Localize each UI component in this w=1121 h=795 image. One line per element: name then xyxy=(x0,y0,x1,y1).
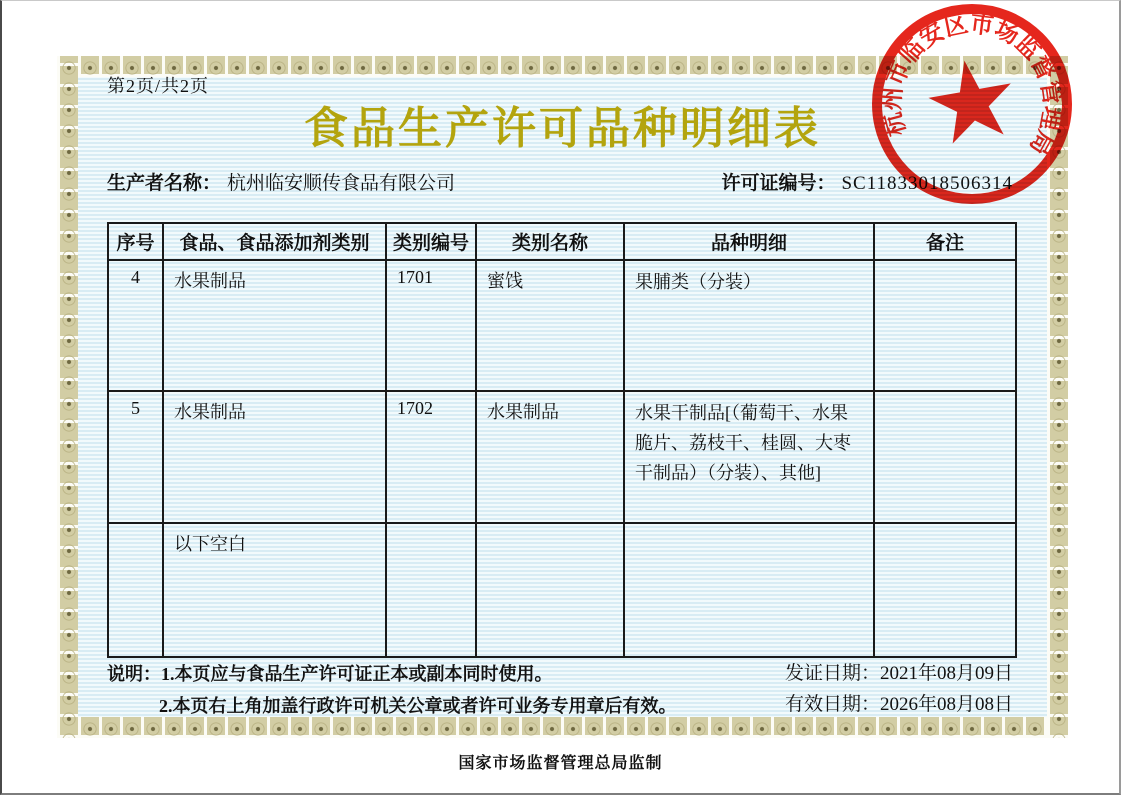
cell-seq: 4 xyxy=(108,260,163,391)
cell-name: 水果制品 xyxy=(476,391,624,523)
valid-date-label: 有效日期： xyxy=(784,694,880,715)
col-header-name: 类别名称 xyxy=(476,223,624,260)
producer-name: 杭州临安顺传食品有限公司 xyxy=(227,173,456,194)
red-star-icon xyxy=(923,53,1019,146)
col-header-code: 类别编号 xyxy=(386,223,476,260)
footer-issuer: 国家市场监督管理总局监制 xyxy=(458,755,663,772)
cell-code: 1702 xyxy=(386,391,476,523)
usage-notes xyxy=(107,658,677,722)
cell-remark xyxy=(874,260,1016,391)
cell-detail: 果脯类（分装） xyxy=(624,260,874,391)
cell-code: 1701 xyxy=(386,260,476,391)
cell-seq: 5 xyxy=(108,391,163,523)
document-title: 食品生产许可品种明细表 xyxy=(304,104,821,153)
col-header-category: 食品、食品添加剂类别 xyxy=(163,223,386,260)
cell-category: 水果制品 xyxy=(163,260,386,391)
table-row xyxy=(108,391,1016,523)
cell-remark xyxy=(874,523,1016,657)
cell-seq xyxy=(108,523,163,657)
cell-detail: 水果干制品[（葡萄干、水果脆片、荔枝干、桂圆、大枣干制品）（分装）、其他] xyxy=(624,391,874,523)
license-items-table xyxy=(107,222,1017,658)
cell-remark xyxy=(874,391,1016,523)
col-header-remark: 备注 xyxy=(874,223,1016,260)
cell-category: 水果制品 xyxy=(163,391,386,523)
note-line-1 xyxy=(107,658,677,690)
ornament-border-left xyxy=(57,56,78,738)
date-block xyxy=(785,658,1013,720)
valid-date-row xyxy=(785,689,1013,720)
issue-date-label: 发证日期： xyxy=(784,663,880,684)
issue-date-value: 2021年08月09日 xyxy=(879,663,1013,684)
issue-date-row xyxy=(785,658,1013,689)
notes-label: 说明： xyxy=(107,664,161,684)
producer-field xyxy=(107,168,455,195)
cell-name: 蜜饯 xyxy=(476,260,624,391)
note-text-1: 1.本页应与食品生产许可证正本或副本同时使用。 xyxy=(161,664,553,684)
cell-detail xyxy=(624,523,874,657)
col-header-detail: 品种明细 xyxy=(624,223,874,260)
cell-name xyxy=(476,523,624,657)
cell-code xyxy=(386,523,476,657)
col-header-seq: 序号 xyxy=(108,223,163,260)
table-row xyxy=(108,523,1016,657)
cell-category: 以下空白 xyxy=(163,523,386,657)
valid-date-value: 2026年08月08日 xyxy=(879,694,1013,715)
license-number: SC11833018506314 xyxy=(841,173,1013,194)
license-label: 许可证编号： xyxy=(721,173,836,194)
table-row xyxy=(108,260,1016,391)
page-indicator: 第2页/共2页 xyxy=(107,76,210,96)
note-line-2: 2.本页右上角加盖行政许可机关公章或者许可业务专用章后有效。 xyxy=(159,696,677,716)
producer-label: 生产者名称： xyxy=(107,173,222,194)
official-seal xyxy=(847,0,1097,229)
seal-authority-text: 杭州市临安区市场监督管理局 xyxy=(878,10,1066,161)
